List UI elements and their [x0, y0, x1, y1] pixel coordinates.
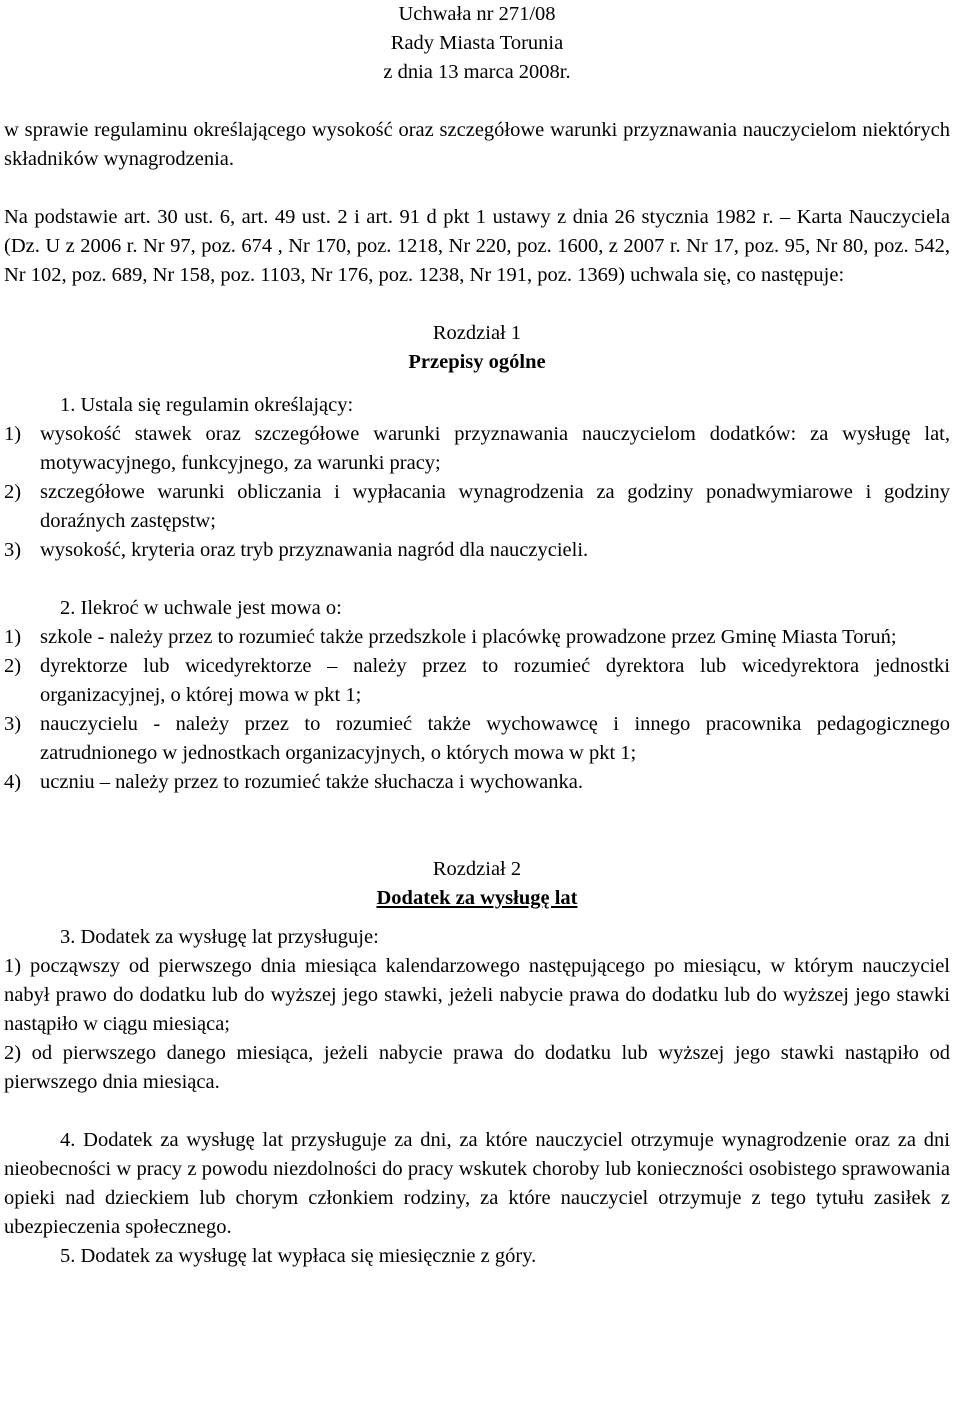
- list-number: 2): [4, 655, 22, 677]
- section-3-point-1: 1) począwszy od pierwszego dnia miesiąca kalendarzowego następującego po miesiącu, w którym nauczyciel nabył prawo do dodatku lub do wyższej jego stawki, jeżeli nabycie prawa do dodatku lub do wyższej jego stawki nastąpiło w ciągu miesiąca;: [4, 955, 950, 1035]
- section-4-text: 4. Dodatek za wysługę lat przysługuje za dni, za które nauczyciel otrzymuje wynagrodzenie oraz za dni nieobecności w pracy z powodu niezdolności do pracy wskutek choroby lub konieczności osobistego sprawowania opieki nad dzieckiem lub chorym członkiem rodziny, za które nauczyciel otrzymuje z tego tytułu zasiłek z ubezpieczenia społecznego.: [4, 1129, 950, 1238]
- section-2-item: [4, 710, 950, 768]
- list-number: 3): [4, 713, 22, 735]
- section-5-text: [4, 1242, 950, 1271]
- section-2-intro-text: 2. Ilekroć w uchwale jest mowa o:: [60, 597, 342, 619]
- list-number: 2): [4, 481, 22, 503]
- list-text: szczegółowe warunki obliczania i wypłacania wynagrodzenia za godziny ponadwymiarowe i godziny doraźnych zastępstw;: [40, 481, 950, 532]
- chapter-2-title: Dodatek za wysługę lat: [376, 887, 578, 909]
- section-3-intro: [4, 923, 950, 952]
- section-1-intro-text: 1. Ustala się regulamin określający:: [60, 394, 354, 416]
- chapter-1-label: Rozdział 1: [432, 322, 522, 344]
- list-text: nauczycielu - należy przez to rozumieć także wychowawcę i innego pracownika pedagogicznego zatrudnionego w jednostkach organizacyjnych, o których mowa w pkt 1;: [40, 713, 950, 764]
- section-2-item: [4, 768, 950, 797]
- section-2-item: [4, 623, 950, 652]
- section-5-text-content: 5. Dodatek za wysługę lat wypłaca się miesięcznie z góry.: [60, 1245, 537, 1267]
- legal-basis-preamble: Na podstawie art. 30 ust. 6, art. 49 ust. 2 i art. 91 d pkt 1 ustawy z dnia 26 stycznia 1982 r. – Karta Nauczyciela (Dz. U z 2006 r. Nr 97, poz. 674 , Nr 170, poz. 1218, Nr 220, poz. 1600, z 2007 r. Nr 17, poz. 95, Nr 80, poz. 542, Nr 102, poz. 689, Nr 158, poz. 1103, Nr 176, poz. 1238, Nr 191, poz. 1369) uchwala się, co następuje:: [4, 206, 950, 286]
- list-text: dyrektorze lub wicedyrektorze – należy przez to rozumieć dyrektora lub wicedyrektora jednostki organizacyjnej, o której mowa w pkt 1;: [40, 655, 950, 706]
- council-name: Rady Miasta Torunia: [390, 32, 564, 54]
- resolution-number: Uchwała nr 271/08: [398, 3, 556, 25]
- list-number: 3): [4, 539, 22, 561]
- section-1-item: [4, 478, 950, 536]
- section-1-item: [4, 536, 950, 565]
- resolution-header: [4, 0, 950, 87]
- section-1-intro: [4, 391, 950, 420]
- list-text: wysokość stawek oraz szczegółowe warunki przyznawania nauczycielom dodatków: za wysługę lat, motywacyjnego, funkcyjnego, za warunki pracy;: [40, 423, 950, 474]
- section-3-point-2: 2) od pierwszego danego miesiąca, jeżeli nabycie prawa do dodatku lub wyższej jego stawki nastąpiło od pierwszego dnia miesiąca.: [4, 1042, 950, 1093]
- chapter-1-title: Przepisy ogólne: [408, 351, 546, 373]
- list-number: 1): [4, 626, 22, 648]
- section-2-intro: [4, 594, 950, 623]
- list-number: 1): [4, 423, 22, 445]
- list-text: szkole - należy przez to rozumieć także przedszkole i placówkę prowadzone przez Gminę Miasta Toruń;: [40, 626, 897, 648]
- resolution-date: z dnia 13 marca 2008r.: [383, 61, 571, 83]
- chapter-2-label: Rozdział 2: [432, 858, 522, 880]
- resolution-subject: w sprawie regulaminu określającego wysokość oraz szczegółowe warunki przyznawania nauczycielom niektórych składników wynagrodzenia.: [4, 119, 950, 170]
- list-text: wysokość, kryteria oraz tryb przyznawania nagród dla nauczycieli.: [40, 539, 589, 561]
- list-number: 4): [4, 771, 22, 793]
- list-text: uczniu – należy przez to rozumieć także słuchacza i wychowanka.: [40, 771, 583, 793]
- section-3-intro-text: 3. Dodatek za wysługę lat przysługuje:: [60, 926, 379, 948]
- section-2-item: [4, 652, 950, 710]
- section-1-item: [4, 420, 950, 478]
